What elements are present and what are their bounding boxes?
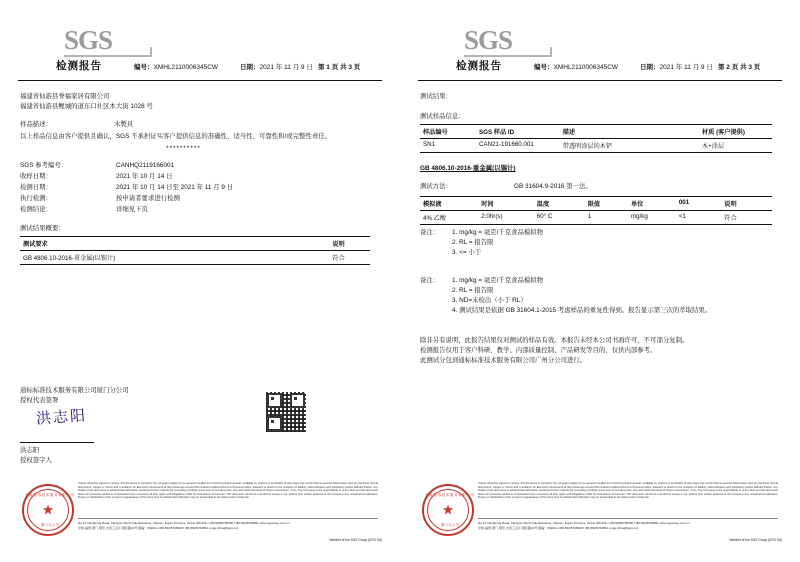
disclaimer-line: 检测报告仅用于客户科研、教学、内部质量控制、产品研发等目的，仅供内部参考。 [420, 347, 657, 354]
result-table [420, 196, 772, 225]
company-stamp [22, 484, 74, 536]
footer-address-line-en: No.31 Xianghong Road, Xiang'an Torch Industrial Zone, Xiamen, Fujian Province, China (361101) t (86-592)5766900 f (86-592)5766861 www.sgsgroup.com.cn [78, 521, 290, 526]
notes-2-item: 1. mg/kg = 毫克/千克食品模拟物 [452, 277, 544, 284]
summary-table [20, 236, 370, 265]
result-col-note: 说明 [721, 197, 772, 211]
footer-address-line-en: No.31 Xianghong Road, Xiang'an Torch Industrial Zone, Xiamen, Fujian Province, China (361101) t (86-592)5766900 f (86-592)5766861 www.sgsgroup.com.cn [478, 521, 690, 526]
client-address-line-2: 福建省仙游县鲤城的道东口社区本大街 1028 号 [20, 103, 153, 110]
sgs-logo-bar [64, 55, 150, 57]
sample-cell-material: 木+涂层 [699, 139, 772, 153]
sample-cell-no: SN1 [420, 139, 476, 153]
sample-desc-label: 样品描述： [20, 121, 52, 128]
summary-cell-note: 符合 [307, 251, 370, 265]
meta-row [20, 204, 380, 215]
stamp-bottom-text: 厦门分公司 [441, 523, 459, 527]
meta-value: 2021 年 10 月 14 日 [116, 173, 173, 180]
signature-script: 洪志阳 [35, 408, 88, 428]
star-icon: ★ [41, 501, 55, 518]
notes-1-item: 2. RL = 报告限 [452, 239, 494, 246]
summary-col-blank [263, 237, 307, 251]
page-1-date-label: 日期： [240, 64, 260, 71]
sample-desc-disclaimer: 以上样品信息由客户提供且确认，SGS 不承担证实客户提供信息的准确性、适当性、可靠性和/或完整性责任。 [20, 133, 332, 140]
page-1-title-row [18, 58, 382, 78]
page-2-report-number [534, 62, 618, 71]
result-col-limit: 限值 [585, 197, 628, 211]
page-1-report-title: 检测报告 [56, 60, 102, 72]
signature-name: 洪志阳 [20, 447, 40, 454]
sample-cell-sgs-id: CAN21-191660.001 [476, 139, 560, 153]
footer-address-line-cn: 中国·福建·厦门·翔安·火炬工业区·翔虹路31号 邮编：361101 t (86-592)5766900 f (86-592)5766861 e sgs.china@sgs.com [78, 525, 239, 530]
meta-key: 收样日期： [20, 173, 52, 180]
result-cell-time: 2.0hr(s) [478, 211, 534, 225]
signature-rule [20, 442, 94, 443]
meta-key: 执行检测： [20, 195, 52, 202]
page-2-number-value: XMHL2110006345CW [553, 64, 619, 71]
notes-1-label: 备注： [420, 229, 440, 236]
meta-key: 检测日期： [20, 184, 52, 191]
notes-1-item: 1. mg/kg = 毫克/千克食品模拟物 [452, 229, 544, 236]
result-heading: 测试结果： [420, 93, 452, 100]
notes-2-item: 3. ND=未检出（小于 RL） [452, 297, 527, 304]
sample-col-no: 样品编号 [420, 125, 476, 139]
result-col-time: 时间 [478, 197, 534, 211]
page-1-page-label: 第 1 页 共 3 页 [318, 64, 361, 71]
page-1-date-value: 2021 年 11 月 9 日 [259, 64, 313, 71]
notes-2-item: 4. 测试结果是依据 GB 31604.1-2015 考虑样品的重复性得到。报告显示第三次的萃取结果。 [452, 307, 712, 314]
sample-table-header-row [420, 125, 772, 139]
meta-row [20, 171, 380, 182]
standard-title: GB 4806.10-2016-重金属(以锡计) [420, 165, 516, 172]
stamp-top-text: 通标标准技术服务有限公司 [25, 493, 75, 497]
meta-key: SGS 参考编号： [20, 162, 68, 169]
summary-col-requirement: 测试要求 [20, 237, 263, 251]
meta-row [20, 182, 380, 193]
result-cell-limit: 1 [585, 211, 628, 225]
sgs-logo-tick [550, 47, 552, 57]
meta-key: 检测结论： [20, 206, 52, 213]
result-col-simulant: 模拟液 [420, 197, 478, 211]
sample-cell-desc: 带透明涂层的木铲 [560, 139, 699, 153]
sample-desc-stars: ********** [166, 145, 201, 152]
meta-value: 详细见下页 [116, 206, 148, 213]
page-1-report-date [240, 62, 313, 71]
notes-1-item: 3. <= 小于 [452, 249, 482, 256]
page-1-footer [18, 480, 382, 544]
disclaimer-line: 除非另有说明，此报告结果仅对测试的样品有效。本报告未经本公司书面许可，不可部分复制。 [420, 337, 689, 344]
result-col-temp: 温度 [534, 197, 585, 211]
page-2-report-date [640, 62, 713, 71]
qr-finder-top-left [267, 393, 282, 408]
qr-code[interactable] [266, 392, 306, 432]
star-icon: ★ [441, 501, 455, 518]
meta-row [20, 193, 380, 204]
result-cell-unit: mg/kg [628, 211, 676, 225]
sgs-logo-text: SGS [464, 25, 513, 55]
page-1-number-label: 编号： [134, 64, 154, 71]
page-2-page-label: 第 2 页 共 3 页 [718, 64, 761, 71]
result-cell-simulant: 4% 乙酸 [420, 211, 478, 225]
stamp-bottom-text: 厦门分公司 [41, 523, 59, 527]
sgs-logo-bar [464, 55, 550, 57]
result-cell-note: 符合 [721, 211, 772, 225]
summary-col-note: 说明 [307, 237, 370, 251]
footer-legal-text: Unless otherwise agreed in writing, this document is issued by the Company subject to its General Conditions of Service printed overleaf, available on request or accessible at http://www.sgs.com/en/Terms-and-Conditions.aspx and, for electronic format documents, subject to Terms and Conditions for Electronic Documents at http://www.sgs.com/en/Terms-and-Conditions/Terms-e-Document.aspx. Attention is drawn to the limitation of liability, indemnification and jurisdiction issues defined therein. Any holder of this document is advised that information contained hereon reflects the Company's findings at the time of its intervention only and within the limits of Client's instructions, if any. The Company's sole responsibility is to its Client and this document does not exonerate parties to a transaction from exercising all their rights and obligations under the transaction documents. This document cannot be reproduced except in full, without prior written approval of the Company. Any unauthorized alteration, forgery or falsification of the content or appearance of this document is unlawful and offenders may be prosecuted to the fullest extent of the law. [478, 482, 778, 500]
report-meta-list [20, 160, 380, 215]
sample-info-heading: 测试样品信息： [420, 113, 465, 120]
page-2-date-value: 2021 年 11 月 9 日 [659, 64, 713, 71]
report-page-2 [400, 0, 800, 562]
sgs-logo-text: SGS [64, 25, 113, 55]
footer-address [478, 518, 778, 530]
summary-cell-requirement: GB 4806.10-2016-重金属(以锡计) [20, 251, 263, 265]
qr-finder-bottom-left [267, 416, 282, 431]
notes-2-label: 备注： [420, 277, 440, 284]
footer-address-line-cn: 中国·福建·厦门·翔安·火炬工业区·翔虹路31号 邮编：361101 t (86-592)5766900 f (86-592)5766861 e sgs.china@sgs.com [478, 525, 639, 530]
page-2-number-label: 编号： [534, 64, 554, 71]
page-2-footer [418, 480, 782, 544]
sample-col-desc: 描述 [560, 125, 699, 139]
sample-desc-value: 木製具 [114, 121, 134, 128]
footer-legal-text: Unless otherwise agreed in writing, this document is issued by the Company subject to its General Conditions of Service printed overleaf, available on request or accessible at http://www.sgs.com/en/Terms-and-Conditions.aspx and, for electronic format documents, subject to Terms and Conditions for Electronic Documents at http://www.sgs.com/en/Terms-and-Conditions/Terms-e-Document.aspx. Attention is drawn to the limitation of liability, indemnification and jurisdiction issues defined therein. Any holder of this document is advised that information contained hereon reflects the Company's findings at the time of its intervention only and within the limits of Client's instructions, if any. The Company's sole responsibility is to its Client and this document does not exonerate parties to a transaction from exercising all their rights and obligations under the transaction documents. This document cannot be reproduced except in full, without prior written approval of the Company. Any unauthorized alteration, forgery or falsification of the content or appearance of this document is unlawful and offenders may be prosecuted to the fullest extent of the law. [78, 482, 378, 500]
sgs-logo [64, 26, 150, 54]
meta-value: 2021 年 10 月 14 日至 2021 年 11 月 9 日 [116, 184, 234, 191]
summary-table-header-row [20, 237, 370, 251]
page-2-date-label: 日期： [640, 64, 660, 71]
page-1-number-value: XMHL2110006345CW [153, 64, 219, 71]
sample-col-sgs-id: SGS 样品 ID [476, 125, 560, 139]
table-row [420, 211, 772, 225]
method-label: 测试方法： [420, 183, 452, 190]
page-2-title-row [418, 58, 782, 78]
table-row [420, 139, 772, 153]
company-stamp [422, 484, 474, 536]
sample-col-material: 材质 (客户提供) [699, 125, 772, 139]
summary-cell-blank [263, 251, 307, 265]
client-address-line-1: 福建省仙游县誉福家居有限公司 [20, 93, 110, 100]
result-table-header-row [420, 197, 772, 211]
result-col-unit: 单位 [628, 197, 676, 211]
footer-address [78, 518, 378, 530]
page-2-content [418, 14, 782, 548]
disclaimer-line: 此测试分包到通标标准技术服务有限公司广州分公司进行。 [420, 357, 587, 364]
meta-value: CANHQ2119166001 [116, 162, 175, 169]
result-cell-001: <1 [676, 211, 721, 225]
method-value: GB 31604.9-2016 第一法。 [514, 183, 592, 190]
meta-value: 按申请者要求进行检测 [116, 195, 180, 202]
result-col-001: 001 [676, 197, 721, 211]
sgs-logo-tick [150, 47, 152, 57]
footer-member-text: Member of the SGS Group (SGS SA) [729, 538, 782, 542]
signature-role: 授权代表签署 [20, 397, 59, 404]
notes-2-item: 2. RL = 报告限 [452, 287, 494, 294]
page-1-content [18, 14, 382, 548]
sgs-logo [464, 26, 550, 54]
page-2-header-rule [418, 80, 782, 81]
signature-company: 通标标准技术服务有限公司厦门分公司 [20, 387, 129, 394]
signature-title: 授权签字人 [20, 457, 52, 464]
page-2-report-title: 检测报告 [456, 60, 502, 72]
page-1-header-rule [18, 80, 382, 81]
result-cell-temp: 60° C [534, 211, 585, 225]
sample-info-table [420, 124, 772, 153]
table-row [20, 251, 370, 265]
footer-member-text: Member of the SGS Group (SGS SA) [329, 538, 382, 542]
stamp-top-text: 通标标准技术服务有限公司 [425, 493, 475, 497]
page-1-report-number [134, 62, 218, 71]
meta-row [20, 160, 380, 171]
summary-title: 测试结果概要： [20, 225, 65, 232]
qr-finder-top-right [290, 393, 305, 408]
